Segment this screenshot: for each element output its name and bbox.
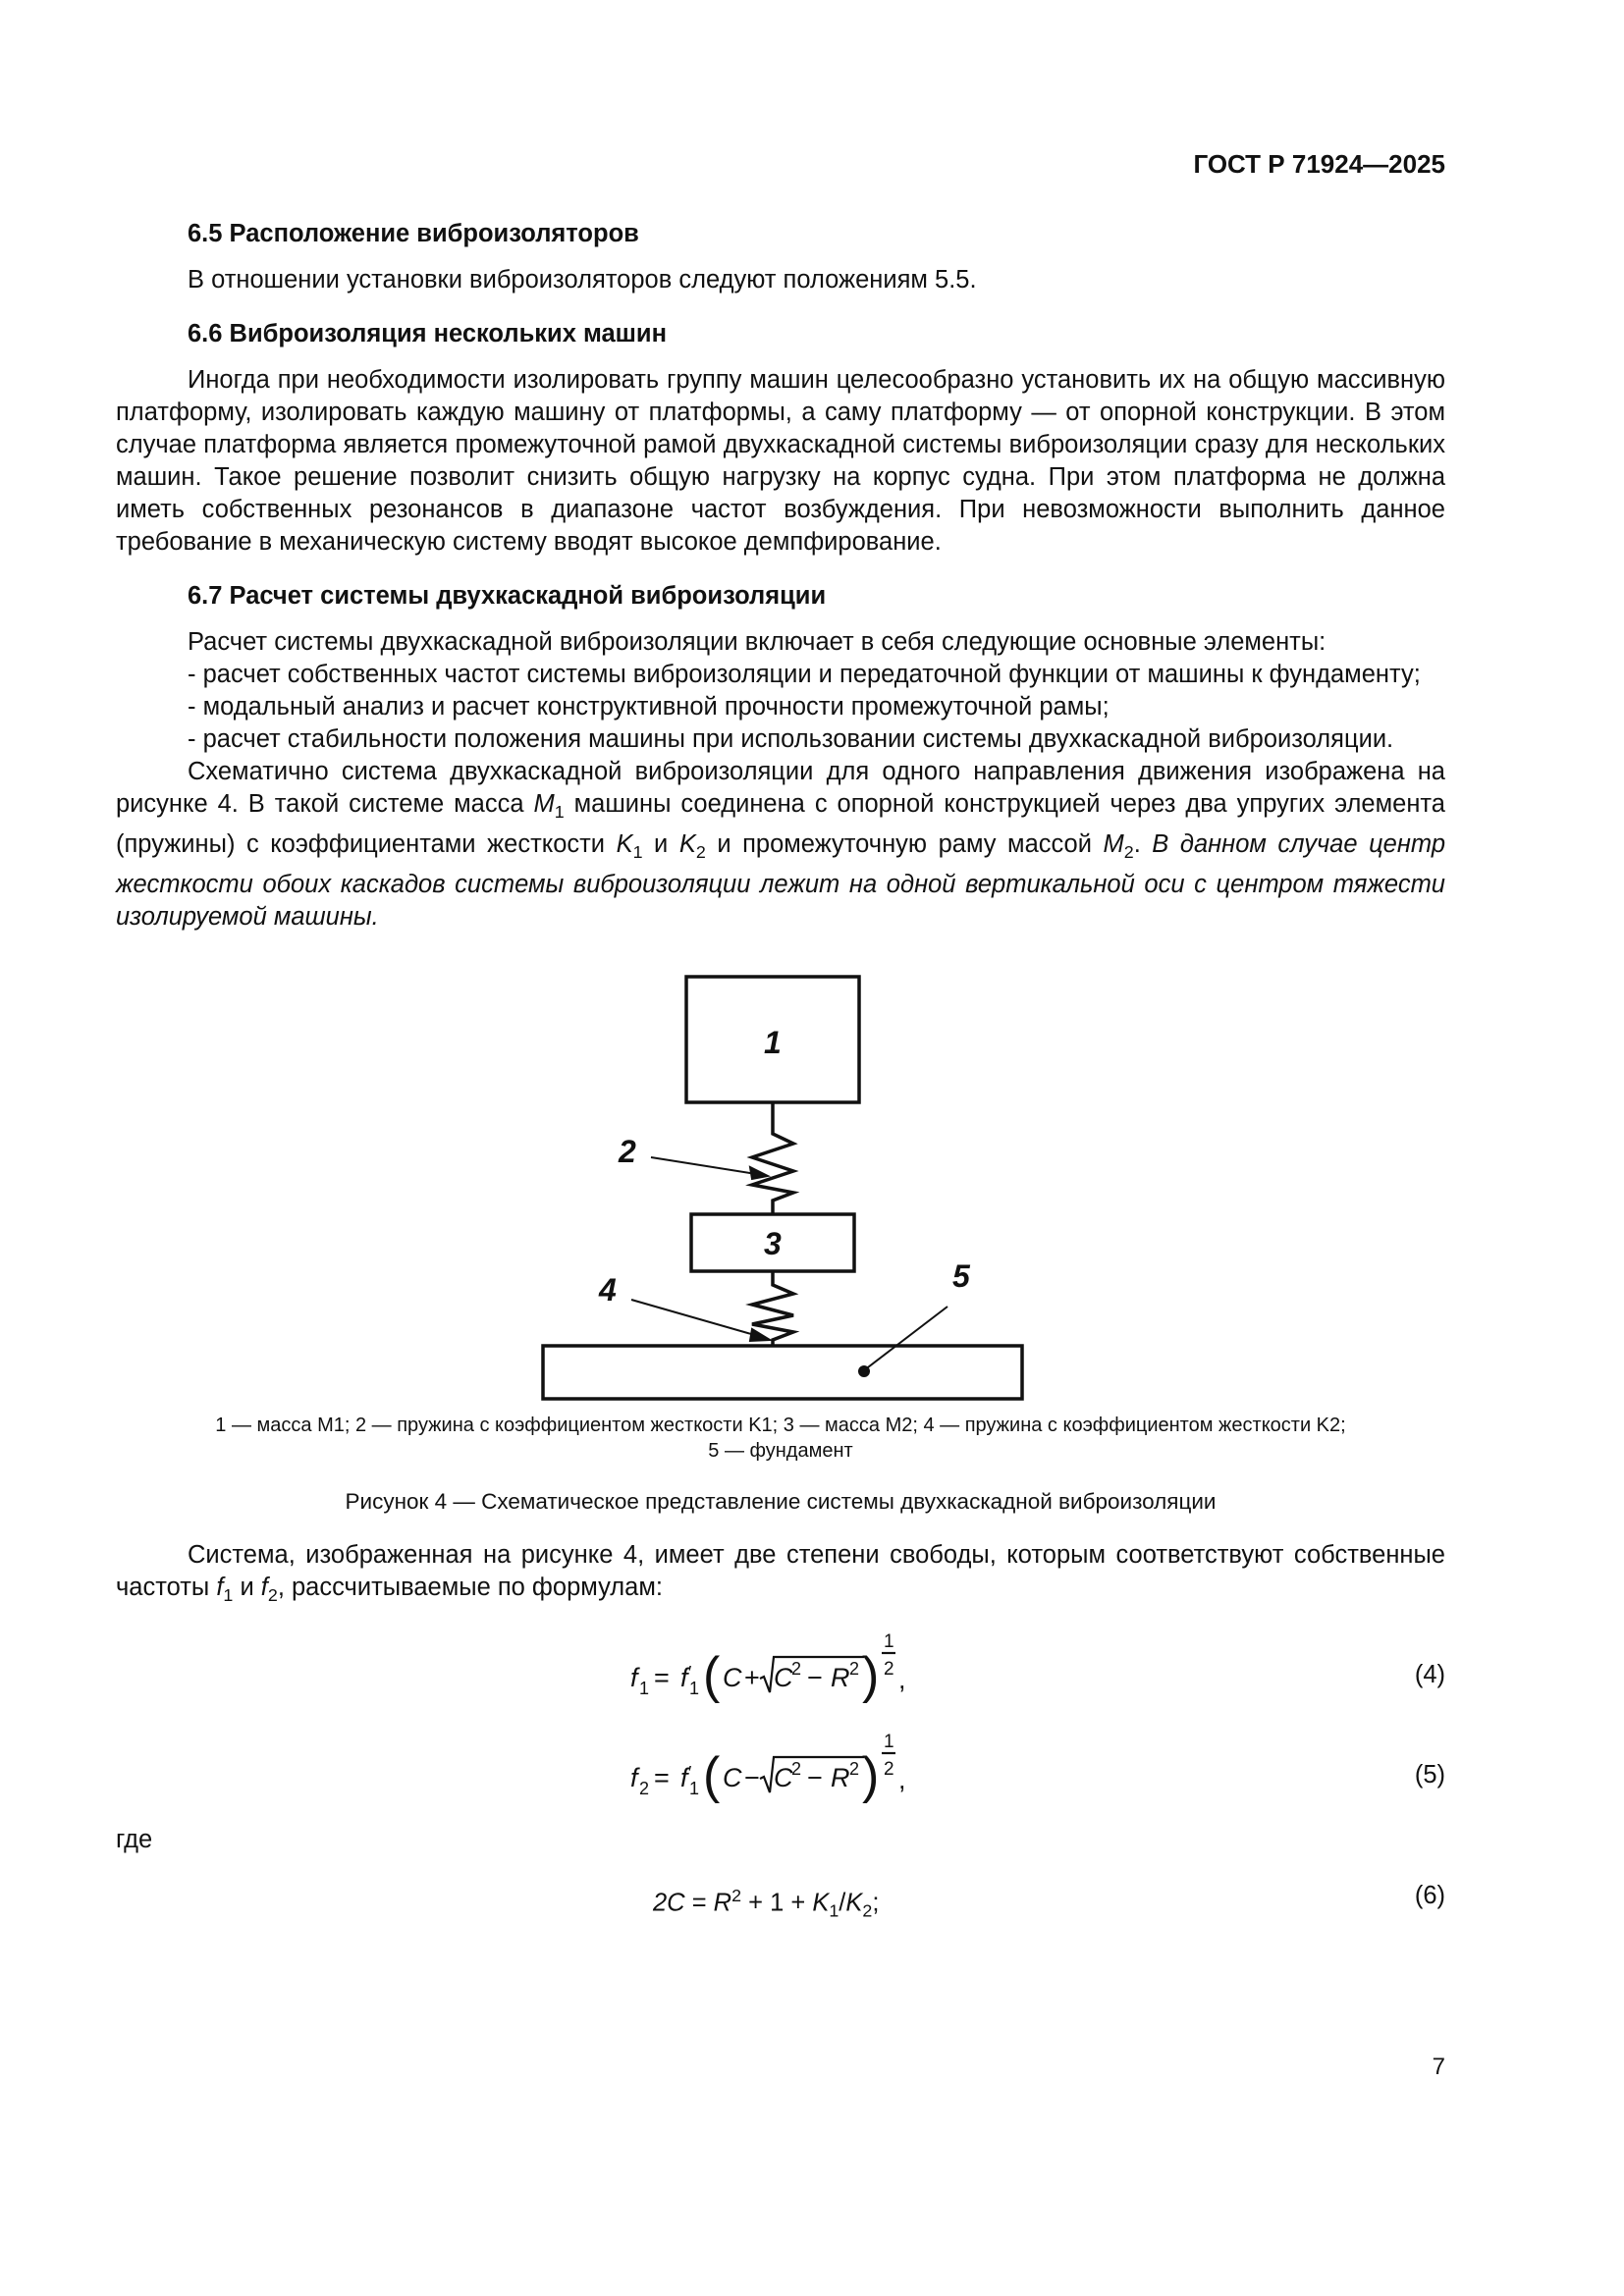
svg-text:′: ′ — [688, 1763, 692, 1784]
svg-text:f: f — [630, 1763, 638, 1793]
svg-text:,: , — [898, 1665, 906, 1695]
section-6-7-intro: Расчет системы двухкаскадной виброизоляции включает в себя следующие основные элементы: — [188, 628, 1326, 656]
svg-text:2: 2 — [884, 1659, 894, 1681]
formula-4 — [116, 1624, 1445, 1722]
foundation-box — [543, 1346, 1022, 1399]
label-2: 2 — [619, 1134, 636, 1170]
figure-caption: Рисунок 4 — Схематическое представление системы двухкаскадной виброизоляции — [345, 1489, 1217, 1515]
svg-text:C: C — [774, 1663, 793, 1693]
section-6-5-title: 6.5 Расположение виброизоляторов — [188, 220, 639, 247]
section-6-6-text: Иногда при необходимости изолировать группу машин целесообразно установить их на общую массивную платформу, изолировать каждую машину от платформы, а саму платформу — от опорной конструкции. В этом случае платформа является промежуточной рамой двухкаскадной системы виброизоляции сразу для нескольких машин. Такое решение позволит снизить общую нагрузку на корпус судна. При этом платформа не должна иметь собственных резонансов в диапазоне частот возбуждения. При невозможности выполнить данное требование в механическую систему вводят высокое демпфирование. — [116, 366, 1445, 556]
svg-text:R: R — [831, 1663, 850, 1693]
section-6-6-title: 6.6 Виброизоляция нескольких машин — [188, 320, 667, 347]
svg-text:f: f — [680, 1763, 688, 1793]
spring-2 — [752, 1102, 793, 1214]
svg-text:,: , — [898, 1765, 906, 1795]
svg-text:−: − — [807, 1663, 823, 1693]
svg-text:2: 2 — [884, 1759, 894, 1781]
formula-6 — [116, 1870, 1445, 1929]
figure-legend — [116, 1413, 1445, 1464]
formula-5 — [116, 1724, 1445, 1822]
arrow-4 — [750, 1329, 770, 1341]
section-6-7-paragraph: Схематично система двухкаскадной виброизоляции для одного направления движения изображена на рисунке 4. В такой системе масса $M_1$ машины соединена с опорной конструкцией через два упругих элемента (пружины) с коэффициентами жесткости $K_1$ и $K_2$ и промежуточную раму массой $M_2$. В данном случае центр жесткости обоих каскадов системы виброизоляции лежит на одной вертикальной оси с центром тяжести изолируемой машины. — [116, 758, 1445, 932]
label-4: 4 — [599, 1272, 617, 1308]
svg-text:C: C — [774, 1763, 793, 1793]
formula-4-number: (4) — [1414, 1661, 1445, 1689]
foundation-center-dot — [859, 1366, 869, 1376]
svg-text:f: f — [630, 1663, 638, 1693]
svg-text:): ) — [862, 1647, 880, 1705]
svg-text:C: C — [723, 1663, 742, 1693]
figure-4 — [116, 973, 1445, 1405]
svg-text:−: − — [807, 1763, 823, 1793]
section-6-5-text: В отношении установки виброизоляторов следуют положениям 5.5. — [188, 266, 977, 294]
page-number: 7 — [1432, 2054, 1445, 2080]
svg-text:2: 2 — [849, 1759, 860, 1780]
svg-text:−: − — [744, 1763, 760, 1793]
leader-5 — [864, 1307, 947, 1370]
svg-text:+: + — [744, 1663, 760, 1693]
label-5: 5 — [952, 1258, 970, 1295]
svg-text:2: 2 — [849, 1659, 860, 1680]
svg-text:2: 2 — [791, 1759, 802, 1780]
svg-text:(: ( — [703, 1747, 721, 1805]
formula-4-graphic — [116, 1624, 1196, 1722]
where-label: где — [116, 1826, 153, 1854]
svg-text:2: 2 — [639, 1779, 650, 1799]
formula-5-number: (5) — [1414, 1761, 1445, 1789]
svg-text:1: 1 — [689, 1779, 700, 1799]
svg-text:1: 1 — [884, 1631, 894, 1653]
svg-text:1: 1 — [639, 1679, 650, 1699]
legend-line-1: 1 — масса M1; 2 — пружина с коэффициентом жесткости K1; 3 — масса M2; 4 — пружина с коэффициентом жесткости K2; — [215, 1415, 1346, 1437]
svg-text:′: ′ — [688, 1663, 692, 1683]
after-figure-paragraph: Система, изображенная на рисунке 4, имеет две степени свободы, которым соответствуют собственные частоты $f_1$ и $f_2$, рассчитываемые по формулам: — [116, 1541, 1445, 1606]
label-1: 1 — [764, 1025, 782, 1061]
svg-text:C: C — [723, 1763, 742, 1793]
formula-5-graphic — [116, 1724, 1196, 1822]
svg-text:=: = — [654, 1763, 670, 1793]
leader-4 — [631, 1300, 758, 1336]
list-item: - модальный анализ и расчет конструктивной прочности промежуточной рамы; — [188, 693, 1110, 721]
legend-line-2: 5 — фундамент — [708, 1440, 853, 1463]
list-item: - расчет собственных частот системы виброизоляции и передаточной функции от машины к фундаменту; — [188, 661, 1421, 688]
svg-text:1: 1 — [884, 1732, 894, 1753]
svg-text:): ) — [862, 1747, 880, 1805]
svg-text:1: 1 — [689, 1679, 700, 1699]
svg-text:2: 2 — [791, 1659, 802, 1680]
leader-2 — [651, 1157, 756, 1174]
document-id: ГОСТ Р 71924—2025 — [1193, 149, 1445, 179]
document-body — [116, 218, 1445, 1929]
vibration-isolation-diagram — [116, 973, 1445, 1405]
formula-6-number: (6) — [1414, 1882, 1445, 1910]
list-item: - расчет стабильности положения машины при использовании системы двухкаскадной виброизоляции. — [188, 725, 1394, 753]
svg-text:R: R — [831, 1763, 850, 1793]
section-6-7-title: 6.7 Расчет системы двухкаскадной виброизоляции — [188, 582, 827, 610]
svg-text:=: = — [654, 1663, 670, 1693]
svg-text:(: ( — [703, 1647, 721, 1705]
formula-6-expr: $2C = R^2 + 1 + K_1/K_2$; — [653, 1886, 880, 1921]
svg-text:f: f — [680, 1663, 688, 1693]
label-3: 3 — [764, 1226, 782, 1262]
arrow-2 — [750, 1167, 768, 1179]
